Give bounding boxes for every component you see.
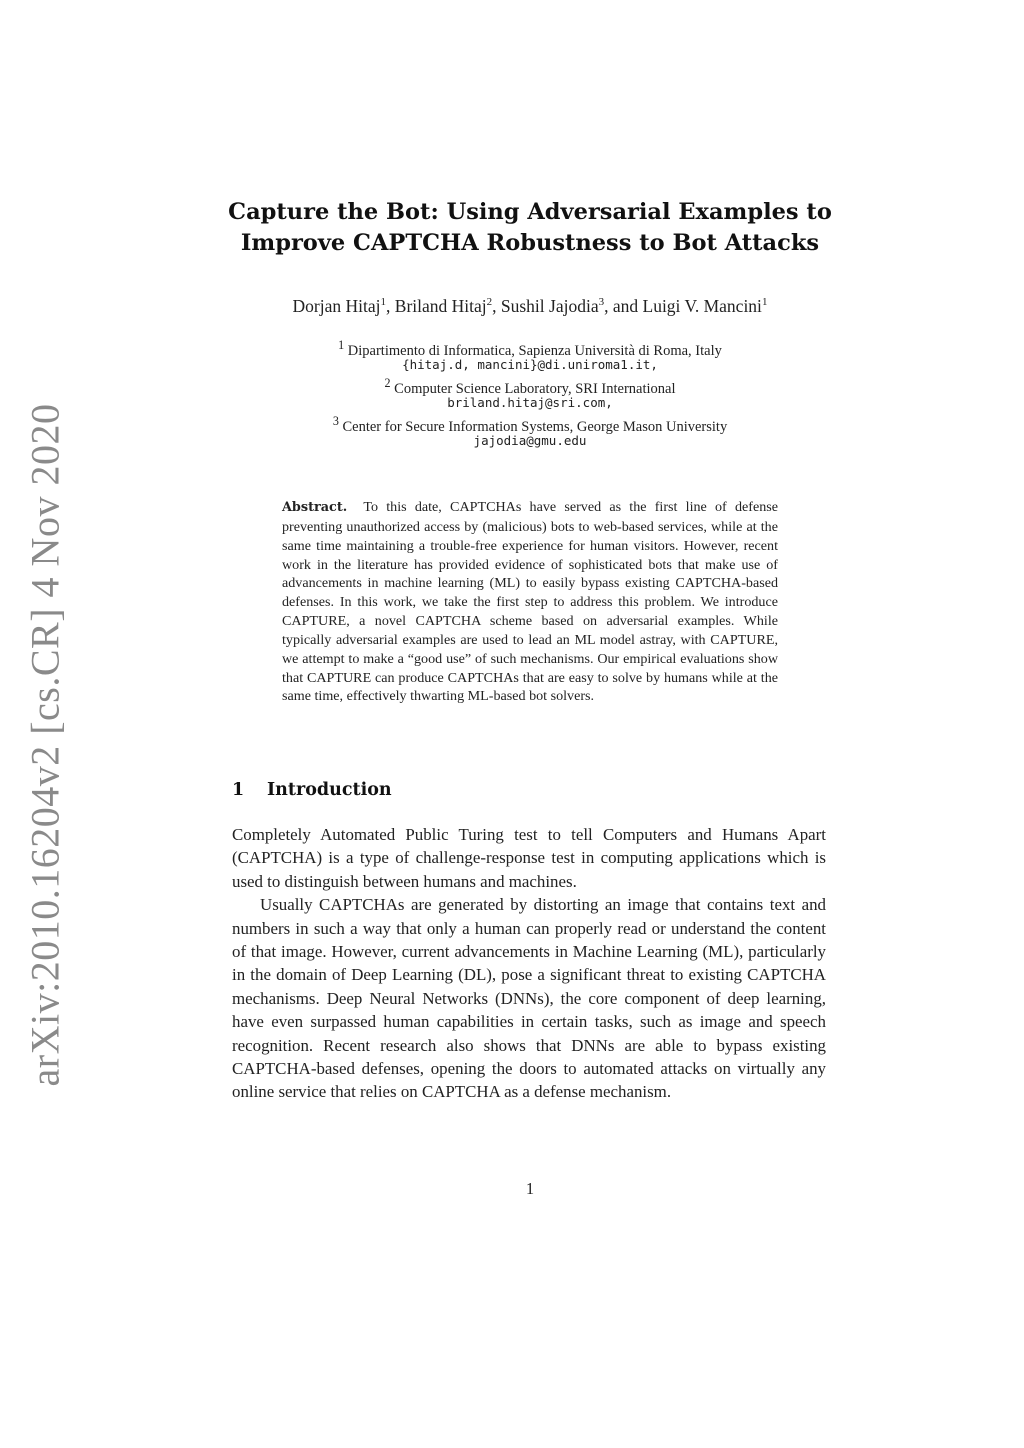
- affiliation-2: $^2$ Computer Science Laboratory, SRI International: [384, 376, 676, 397]
- affiliation-1-email: {hitaj.d, mancini}@di.uniroma1.it,: [402, 357, 658, 372]
- affiliation-3-email: jajodia@gmu.edu: [473, 433, 587, 448]
- abstract-label: Abstract.: [282, 500, 348, 515]
- affiliations: [200, 336, 860, 450]
- author: Sushil Jajodia$^3$, and: [500, 296, 643, 316]
- intro-body: [232, 823, 826, 1104]
- author: Luigi V. Mancini$^1$: [642, 296, 768, 316]
- section-title: Introduction: [267, 780, 392, 800]
- paragraph: Usually CAPTCHAs are generated by distorting an image that contains text and numbers in such a way that only a human can properly read or understand the content of that image. However, current advancements in Machine Learning (ML), particularly in the domain of Deep Learning (DL), pose a significant threat to existing CAPTCHA mechanisms. Deep Neural Networks (DNNs), the core component of deep learning, have even surpassed human capabilities in certain tasks, such as image and speech recognition. Recent research also shows that DNNs are able to bypass existing CAPTCHA-based defenses, opening the doors to automated attacks on virtually any online service that relies on CAPTCHA as a defense mechanism.: [232, 895, 826, 1102]
- abstract: [282, 498, 778, 706]
- page-number: 1: [525, 1179, 535, 1198]
- affiliation-1: $^1$ Dipartimento di Informatica, Sapienza Università di Roma, Italy: [338, 338, 722, 359]
- section-number: 1: [232, 780, 245, 800]
- author: Dorjan Hitaj$^1$,: [292, 296, 395, 316]
- author-list: [200, 296, 860, 317]
- paper-title: Capture the Bot: Using Adversarial Examples to Improve CAPTCHA Robustness to Bot Attacks: [228, 199, 832, 256]
- abstract-text: To this date, CAPTCHAs have served as the first line of defense preventing unauthorized access by (malicious) bots to web-based services, while at the same time maintaining a trouble-free experience for human visitors. However, recent work in the literature has provided evidence of sophisticated bots that make use of advancements in machine learning (ML) to easily bypass existing CAPTCHA-based defenses. In this work, we take the first step to address this problem. We introduce CAPTURE, a novel CAPTCHA scheme based on adversarial examples. While typically adversarial examples are used to lead an ML model astray, with CAPTURE, we attempt to make a “good use” of such mechanisms. Our empirical evaluations show that CAPTURE can produce CAPTCHAs that are easy to solve by humans while at the same time, effectively thwarting ML-based bot solvers.: [282, 499, 778, 705]
- author: Briland Hitaj$^2$,: [394, 296, 501, 316]
- affiliation-2-email: briland.hitaj@sri.com,: [447, 395, 613, 410]
- section-heading: [232, 780, 392, 800]
- arxiv-stamp: arXiv:2010.16204v2 [cs.CR] 4 Nov 2020: [22, 403, 68, 1087]
- paragraph: Completely Automated Public Turing test to tell Computers and Humans Apart (CAPTCHA) is a type of challenge-response test in computing applications which is used to distinguish between humans and machines.: [232, 825, 826, 891]
- affiliation-3: $^3$ Center for Secure Information Systems, George Mason University: [332, 414, 728, 435]
